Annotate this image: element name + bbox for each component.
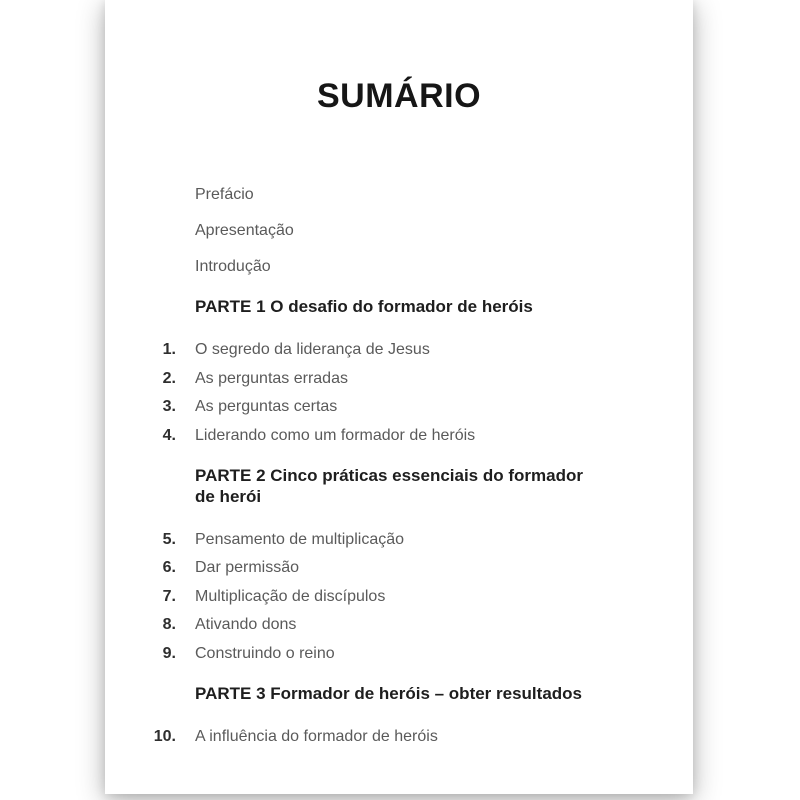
toc-item-label: Multiplicação de discípulos bbox=[195, 587, 386, 605]
toc-item-label: A influência do formador de heróis bbox=[195, 727, 438, 745]
book-page bbox=[105, 0, 693, 794]
toc-item-number: 9. bbox=[162, 644, 176, 662]
toc-item-label: Construindo o reino bbox=[195, 644, 335, 662]
toc-item-number: 5. bbox=[162, 530, 176, 548]
toc-item bbox=[162, 426, 643, 445]
toc-item-label: As perguntas certas bbox=[195, 398, 338, 415]
page-title: SUMÁRIO bbox=[316, 77, 482, 115]
toc-item-number: 8. bbox=[162, 616, 176, 633]
toc-item-label: As perguntas erradas bbox=[195, 369, 348, 387]
toc-content bbox=[105, 0, 693, 746]
toc-item-label: O segredo da liderança de Jesus bbox=[195, 341, 430, 358]
toc-items-parte-3 bbox=[153, 727, 643, 746]
toc-item-label: Ativando dons bbox=[195, 616, 297, 633]
front-matter-list bbox=[195, 186, 643, 276]
toc-items-parte-2 bbox=[162, 530, 643, 663]
toc-item-number: 2. bbox=[162, 369, 176, 387]
section-heading-parte-1 bbox=[195, 296, 643, 317]
toc-item bbox=[162, 530, 643, 549]
front-matter-item: Prefácio bbox=[195, 186, 254, 203]
front-matter-item: Introdução bbox=[195, 258, 271, 275]
toc-item-number: 1. bbox=[162, 341, 176, 358]
section-heading-line: PARTE 2 Cinco práticas essenciais do formador bbox=[195, 465, 583, 485]
toc-item bbox=[162, 616, 643, 634]
toc-item-number: 6. bbox=[162, 559, 176, 576]
section-heading-parte-2 bbox=[195, 465, 643, 507]
toc-items-parte-1 bbox=[162, 341, 643, 445]
toc-item-number: 3. bbox=[162, 398, 176, 415]
toc-item bbox=[162, 587, 643, 606]
toc-item bbox=[153, 727, 643, 746]
toc-item bbox=[162, 341, 643, 359]
toc-item-label: Pensamento de multiplicação bbox=[195, 530, 405, 548]
toc-item bbox=[162, 644, 643, 663]
toc-item-number: 10. bbox=[153, 727, 176, 745]
section-heading-parte-3 bbox=[195, 683, 643, 704]
section-heading-line: de herói bbox=[195, 486, 262, 506]
toc-item-label: Liderando como um formador de heróis bbox=[195, 426, 476, 444]
front-matter-item: Apresentação bbox=[195, 222, 294, 239]
toc-item bbox=[162, 559, 643, 577]
toc-item bbox=[162, 398, 643, 416]
section-heading-line: PARTE 1 O desafio do formador de heróis bbox=[195, 297, 533, 316]
toc-item-number: 4. bbox=[162, 426, 176, 444]
section-heading-line: PARTE 3 Formador de heróis – obter resultados bbox=[195, 683, 582, 703]
toc-item-number: 7. bbox=[162, 587, 176, 605]
toc-item-label: Dar permissão bbox=[195, 559, 300, 576]
toc-item bbox=[162, 369, 643, 388]
